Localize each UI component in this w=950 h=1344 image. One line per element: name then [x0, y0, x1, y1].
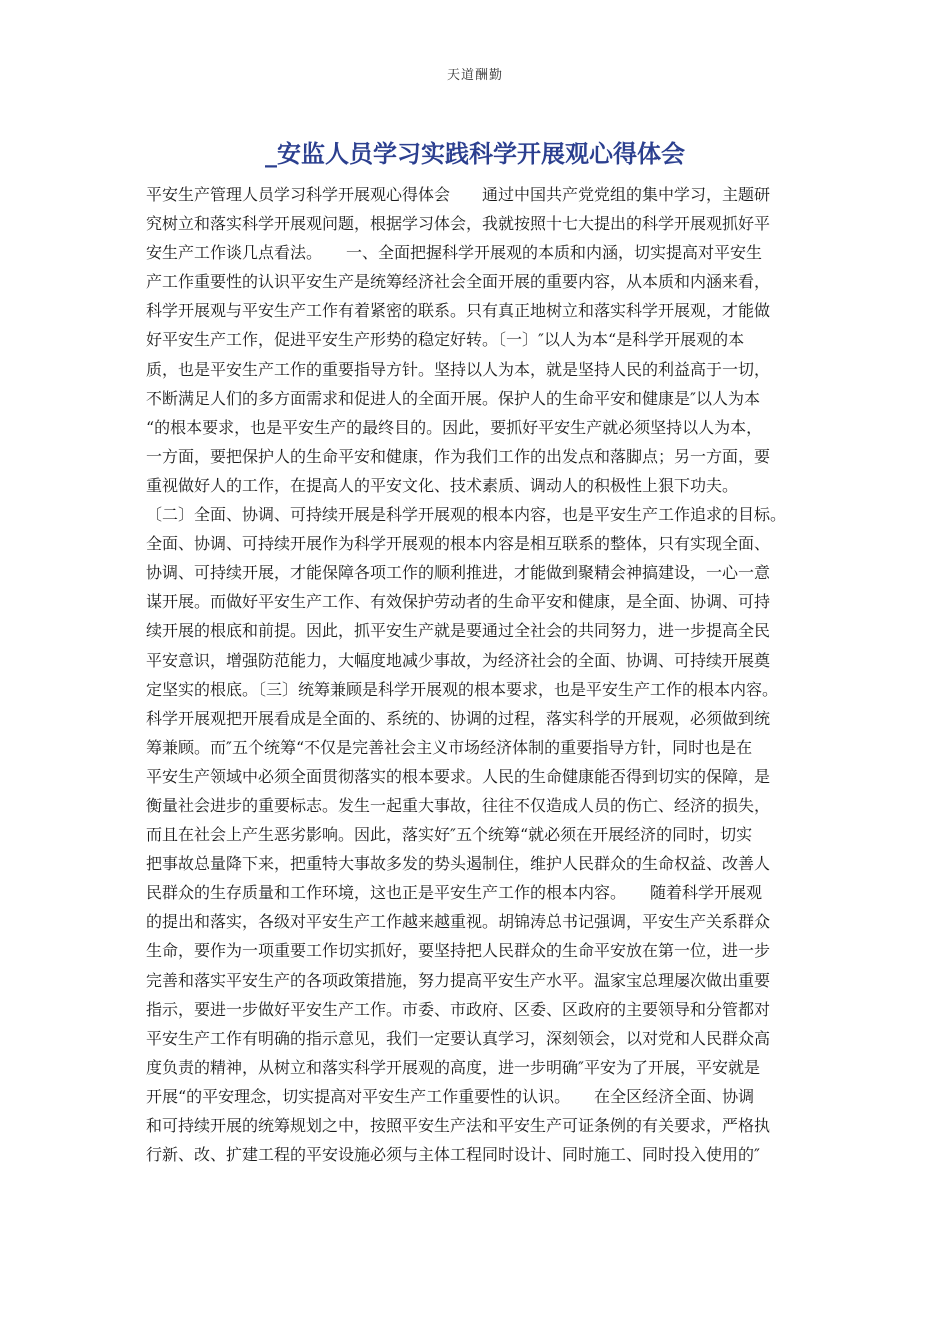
body-line: 民群众的生存质量和工作环境，这也正是平安生产工作的根本内容。 随着科学开展观	[146, 883, 763, 903]
body-line: 度负责的精神，从树立和落实科学开展观的高度，进一步明确″平安为了开展，平安就是	[146, 1057, 760, 1077]
body-line: 协调、可持续开展，才能保障各项工作的顺利推进，才能做到聚精会神搞建设，一心一意	[146, 563, 771, 583]
body-line: 谋开展。而做好平安生产工作、有效保护劳动者的生命平安和健康，是全面、协调、可持	[146, 592, 771, 612]
body-line: 生命，要作为一项重要工作切实抓好，要坚持把人民群众的生命平安放在第一位，进一步	[146, 941, 771, 961]
body-line: 把事故总量降下来，把重特大事故多发的势头遏制住，维护人民群众的生命权益、改善人	[146, 854, 771, 874]
body-line: 开展“的平安理念，切实提高对平安生产工作重要性的认识。 在全区经济全面、协调	[146, 1086, 755, 1106]
body-line: 平安生产管理人员学习科学开展观心得体会 通过中国共产党党组的集中学习，主题研	[146, 185, 771, 204]
body-line: 而且在社会上产生恶劣影响。因此，落实好″五个统筹“就必须在开展经济的同时，切实	[146, 825, 753, 845]
body-line: 筹兼顾。而″五个统筹“不仅是完善社会主义市场经济体制的重要指导方针，同时也是在	[146, 737, 753, 757]
body-line: “的根本要求，也是平安生产的最终目的。因此，要抓好平安生产就必须坚持以人为本，	[146, 417, 763, 437]
body-line: 续开展的根底和前提。因此，抓平安生产就是要通过全社会的共同努力，进一步提高全民	[146, 621, 771, 641]
body-line: 产工作重要性的认识平安生产是统筹经济社会全面开展的重要内容，从本质和内涵来看，	[146, 272, 771, 292]
body-line: 衡量社会进步的重要标志。发生一起重大事故，往往不仅造成人员的伤亡、经济的损失，	[146, 795, 771, 815]
body-line: 好平安生产工作，促进平安生产形势的稳定好转。〔一〕″以人为本“是科学开展观的本	[146, 330, 745, 350]
body-line: 平安生产领域中必须全面贯彻落实的根本要求。人民的生命健康能否得到切实的保障，是	[146, 766, 771, 786]
body-line: 行新、改、扩建工程的平安设施必须与主体工程同时设计、同时施工、同时投入使用的″	[146, 1145, 760, 1165]
body-line: 安生产工作谈几点看法。 一、全面把握科学开展观的本质和内涵，切实提高对平安生	[146, 243, 763, 263]
body-line: 科学开展观与平安生产工作有着紧密的联系。只有真正地树立和落实科学开展观，才能做	[146, 301, 771, 321]
body-line: 一方面，要把保护人的生命平安和健康，作为我们工作的出发点和落脚点；另一方面，要	[146, 446, 771, 466]
body-line: 质，也是平安生产工作的重要指导方针。坚持以人为本，就是坚持人民的利益高于一切，	[146, 359, 771, 379]
body-line: 重视做好人的工作，在提高人的平安文化、技术素质、调动人的积极性上狠下功夫。	[146, 475, 739, 495]
document-body	[146, 180, 806, 1169]
body-line: 完善和落实平安生产的各项政策措施，努力提高平安生产水平。温家宝总理屡次做出重要	[146, 970, 771, 990]
body-line: 平安意识，增强防范能力，大幅度地减少事故，为经济社会的全面、协调、可持续开展奠	[146, 650, 771, 670]
body-line: 的提出和落实，各级对平安生产工作越来越重视。胡锦涛总书记强调，平安生产关系群众	[146, 912, 771, 932]
body-line: 和可持续开展的统筹规划之中，按照平安生产法和平安生产可证条例的有关要求，严格执	[146, 1116, 771, 1135]
body-line: 平安生产工作有明确的指示意见，我们一定要认真学习，深刻领会，以对党和人民群众高	[146, 1028, 771, 1048]
body-line: 全面、协调、可持续开展作为科学开展观的根本内容是相互联系的整体，只有实现全面、	[146, 534, 771, 554]
body-line: 究树立和落实科学开展观问题，根据学习体会，我就按照十七大提出的科学开展观抓好平	[146, 214, 771, 234]
body-line: 科学开展观把开展看成是全面的、系统的、协调的过程，落实科学的开展观，必须做到统	[146, 708, 771, 728]
body-line: 指示，要进一步做好平安生产工作。市委、市政府、区委、区政府的主要领导和分管都对	[146, 999, 771, 1019]
body-line: 〔二〕全面、协调、可持续开展是科学开展观的根本内容，也是平安生产工作追求的目标。	[146, 505, 787, 525]
body-line: 不断满足人们的多方面需求和促进人的全面开展。保护人的生命平安和健康是″以人为本	[146, 388, 760, 408]
body-line: 定坚实的根底。〔三〕统筹兼顾是科学开展观的根本要求，也是平安生产工作的根本内容。	[146, 679, 779, 699]
page-header: 天道酬勤	[446, 68, 503, 83]
document-title: _安监人员学习实践科学开展观心得体会	[265, 140, 685, 168]
